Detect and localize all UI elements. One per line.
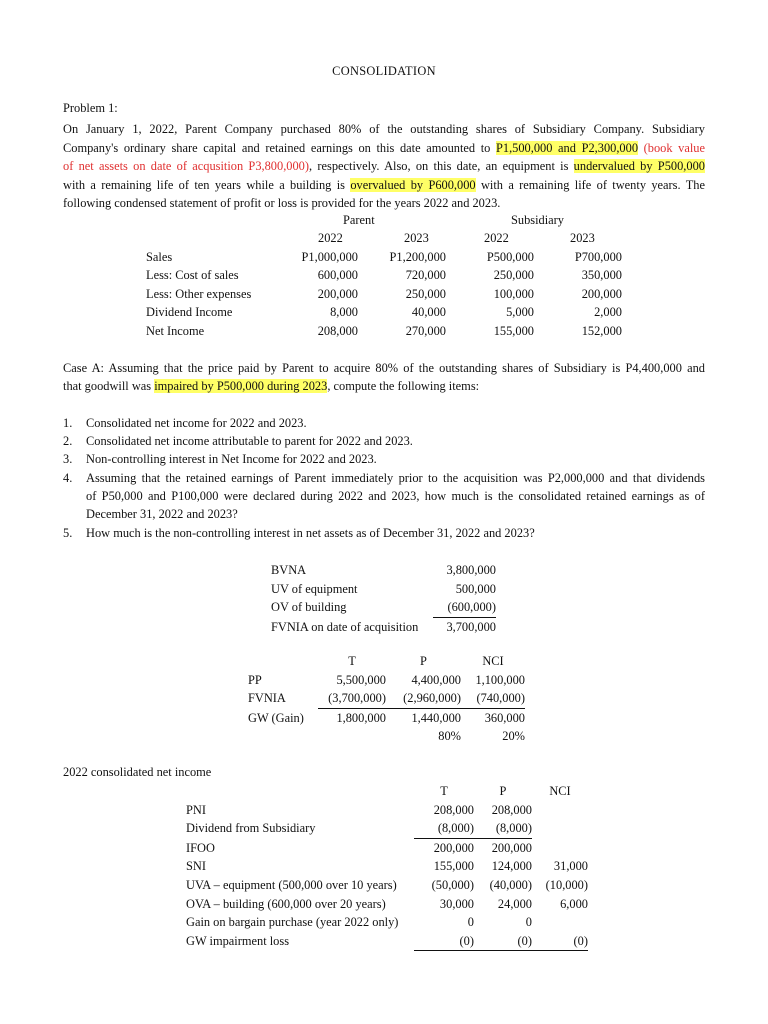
highlight-share-capital: P1,500,000 and P2,300,000: [495, 141, 639, 155]
row-label: Net Income: [146, 323, 205, 338]
cell: 0: [467, 915, 474, 930]
cell: (3,700,000): [318, 689, 386, 708]
year-header: 2023: [404, 231, 429, 245]
highlight-overvalued: overvalued by P600,000: [350, 178, 476, 192]
cell: 152,000: [581, 323, 622, 338]
table-row: [186, 838, 588, 857]
cell: 350,000: [581, 268, 622, 283]
cell: 200,000: [491, 840, 532, 855]
cell: 155,000: [493, 323, 534, 338]
table-row: [146, 266, 622, 285]
cell: (50,000): [431, 877, 474, 892]
year-header: 2023: [570, 231, 595, 245]
question-number: 2.: [63, 434, 73, 448]
cell: (40,000): [489, 877, 532, 892]
row-label: PP: [248, 672, 262, 687]
cell: 100,000: [493, 286, 534, 301]
question-number: 5.: [63, 526, 73, 540]
question-number: 1.: [63, 416, 73, 430]
cell: 4,400,000: [411, 672, 461, 687]
case-a-text: , compute the following items:: [327, 379, 480, 393]
cell: [532, 913, 588, 932]
intro-line-5: following condensed statement of profit or loss is provided for the years 2022 and 2023.: [63, 196, 501, 210]
question-5: [63, 524, 535, 543]
cell: 124,000: [491, 859, 532, 874]
highlight-impairment: impaired by P500,000 during 2023: [154, 379, 328, 393]
cell: 200,000: [581, 286, 622, 301]
row-label: OVA – building (600,000 over 20 years): [186, 896, 386, 911]
intro-line-1: On January 1, 2022, Parent Company purchased 80% of the outstanding shares of Subsidiary Company. Subsidiary: [63, 122, 705, 136]
table-row: [146, 285, 622, 304]
cell: 5,000: [506, 305, 534, 320]
cell: 5,500,000: [336, 672, 386, 687]
column-header: T: [440, 784, 448, 798]
cell: (600,000): [433, 598, 496, 617]
question-text: Assuming that the retained earnings of Parent immediately prior to the acquisition was P2,000,000 and that dividends: [86, 471, 705, 485]
cell: P500,000: [486, 249, 534, 264]
question-2: [63, 432, 413, 451]
cell: 500,000: [455, 581, 496, 596]
cell: 6,000: [560, 896, 588, 911]
question-4-cont: of P50,000 and P100,000 were declared during 2022 and 2023, how much is the consolidated retained earnings as of: [86, 489, 705, 503]
cell: 208,000: [433, 802, 474, 817]
cell: 3,800,000: [446, 563, 496, 577]
table-row: [248, 708, 525, 727]
column-header: P: [420, 654, 427, 668]
cell: 30,000: [439, 896, 474, 911]
row-label: IFOO: [186, 840, 215, 855]
cell: [532, 838, 588, 857]
row-label: FVNIA: [248, 691, 286, 706]
question-text: Non-controlling interest in Net Income for 2022 and 2023.: [86, 452, 377, 466]
column-header: T: [348, 654, 356, 668]
row-label: Dividend Income: [146, 305, 233, 320]
section-heading: 2022 consolidated net income: [63, 765, 212, 779]
cell: 80%: [438, 729, 461, 744]
row-label: Less: Cost of sales: [146, 268, 239, 283]
cell: 2,000: [594, 305, 622, 320]
row-label: SNI: [186, 859, 206, 874]
cell: 1,800,000: [336, 710, 386, 725]
table-row: [248, 671, 525, 690]
table-row: [271, 598, 496, 617]
table-row: [186, 895, 588, 914]
year-header: 2022: [318, 231, 343, 245]
intro-text: with a remaining life of twenty years. The: [475, 178, 705, 192]
cell: (2,960,000): [386, 689, 461, 708]
cell: 40,000: [411, 305, 446, 320]
intro-text: Company's ordinary share capital and retained earnings on this date amounted to: [63, 141, 496, 155]
cell: 20%: [502, 729, 525, 744]
cell: 200,000: [433, 840, 474, 855]
problem-label: Problem 1:: [63, 101, 118, 115]
cell: 250,000: [405, 286, 446, 301]
cell: (740,000): [461, 689, 525, 708]
case-a-line-2: [63, 377, 479, 396]
cell: P700,000: [574, 249, 622, 264]
table-row: [248, 727, 525, 746]
question-4: [63, 469, 705, 488]
question-text: How much is the non-controlling interest in net assets as of December 31, 2022 and 2023?: [86, 526, 535, 540]
red-note: (book value: [638, 141, 706, 155]
highlight-undervalued: undervalued by P500,000: [573, 159, 705, 173]
table-row: [248, 689, 525, 708]
cell: 24,000: [497, 896, 532, 911]
cell: 360,000: [484, 710, 525, 725]
row-label: Sales: [146, 249, 173, 264]
intro-text: with a remaining life of ten years while a building is: [63, 178, 351, 192]
row-label: PNI: [186, 802, 206, 817]
cell: 0: [525, 915, 532, 930]
table-row: [186, 913, 588, 932]
table-row: [146, 322, 622, 341]
row-label: GW impairment loss: [186, 934, 290, 948]
table-row: [271, 561, 496, 580]
row-label: Dividend from Subsidiary: [186, 821, 316, 836]
case-a-text: that goodwill was: [63, 379, 155, 393]
cell: [532, 819, 588, 838]
table-row: [186, 857, 588, 876]
column-header: NCI: [549, 784, 571, 798]
table-row: [186, 801, 588, 820]
table-row: [186, 932, 588, 951]
cell: 8,000: [330, 305, 358, 320]
row-label: UV of equipment: [271, 581, 358, 596]
table-row: [186, 876, 588, 895]
row-label: UVA – equipment (500,000 over 10 years): [186, 877, 397, 892]
cell: (0): [532, 932, 588, 951]
intro-text: , respectively. Also, on this date, an equipment is: [309, 159, 574, 173]
column-header: P: [499, 784, 507, 798]
question-text: Consolidated net income for 2022 and 2023.: [86, 416, 307, 430]
cell: 250,000: [493, 268, 534, 283]
row-label: OV of building: [271, 600, 347, 615]
intro-line-4: [63, 176, 705, 195]
header-parent: Parent: [343, 213, 375, 227]
question-number: 4.: [63, 471, 73, 485]
cell: 200,000: [317, 286, 358, 301]
fvnia-table: [271, 561, 496, 636]
cell: 1,440,000: [411, 710, 461, 725]
cell: (8,000): [414, 819, 474, 838]
row-label: BVNA: [271, 563, 307, 577]
cell: 31,000: [553, 859, 588, 874]
year-header: 2022: [484, 231, 509, 245]
question-text: Consolidated net income attributable to parent for 2022 and 2023.: [86, 434, 413, 448]
header-subsidiary: Subsidiary: [511, 213, 565, 227]
red-note: of net assets on date of acqusition P3,800,000): [63, 159, 310, 173]
row-label: Less: Other expenses: [146, 286, 252, 301]
cell: 270,000: [405, 323, 446, 338]
table-row: [146, 303, 622, 322]
table-header-row: [146, 229, 622, 248]
cell: (0): [474, 932, 532, 951]
cell: (8,000): [474, 819, 532, 838]
question-4-cont: December 31, 2022 and 2023?: [86, 507, 238, 521]
cell: (0): [414, 932, 474, 951]
row-label: Gain on bargain purchase (year 2022 only): [186, 915, 399, 930]
question-1: [63, 414, 307, 433]
table-row: [271, 617, 496, 636]
cell: 1,100,000: [475, 672, 525, 687]
intro-line-2: [63, 139, 705, 158]
table-row: [186, 819, 588, 838]
cell: P1,000,000: [301, 249, 358, 264]
table-header-row: [186, 782, 588, 801]
case-a-line-1: Case A: Assuming that the price paid by Parent to acquire 80% of the outstanding shares of Subsidiary is P4,400,000 and: [63, 361, 705, 375]
cell: 155,000: [433, 859, 474, 874]
cell: 208,000: [491, 802, 532, 817]
cell: [532, 801, 588, 820]
question-3: [63, 450, 377, 469]
goodwill-table: [248, 652, 525, 746]
cell: (10,000): [545, 877, 588, 892]
cell: 600,000: [317, 268, 358, 283]
cell: 208,000: [317, 323, 358, 338]
cni-2022-table: [186, 782, 588, 951]
cell: 720,000: [405, 268, 446, 283]
question-number: 3.: [63, 452, 73, 466]
table-header-row: [248, 652, 525, 671]
column-header: NCI: [482, 654, 504, 668]
page-title: CONSOLIDATION: [332, 64, 436, 78]
cell: 3,700,000: [446, 619, 496, 634]
row-label: FVNIA on date of acquisition: [271, 619, 419, 634]
cell: P1,200,000: [389, 249, 446, 264]
table-row: [146, 248, 622, 267]
profit-loss-table: [146, 229, 622, 341]
table-row: [271, 580, 496, 599]
intro-line-3: [63, 157, 705, 176]
row-label: GW (Gain): [248, 710, 304, 725]
